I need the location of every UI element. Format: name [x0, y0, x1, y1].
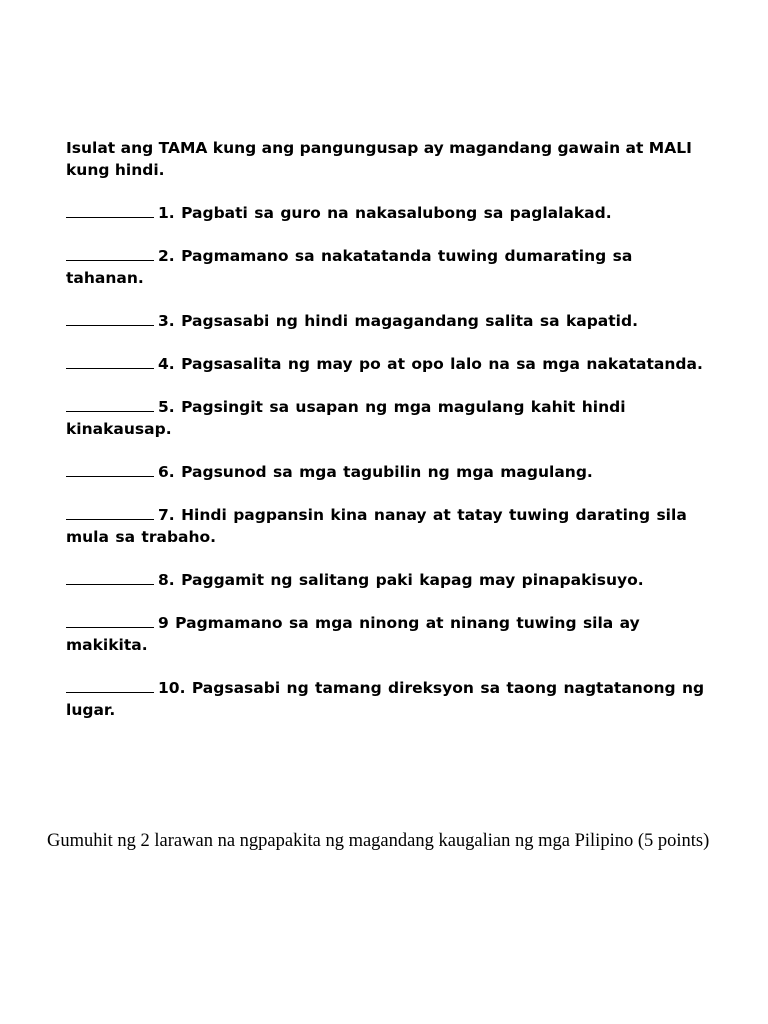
- item-text: 9 Pagmamano sa mga ninong at ninang tuwing sila ay makikita.: [66, 614, 640, 654]
- answer-blank[interactable]: [66, 613, 154, 628]
- answer-blank[interactable]: [66, 505, 154, 520]
- answer-blank[interactable]: [66, 311, 154, 326]
- item-text: 3. Pagsasabi ng hindi magagandang salita sa kapatid.: [158, 312, 638, 330]
- answer-blank[interactable]: [66, 678, 154, 693]
- answer-blank[interactable]: [66, 246, 154, 261]
- answer-blank[interactable]: [66, 462, 154, 477]
- item-text: 6. Pagsunod sa mga tagubilin ng mga magulang.: [158, 463, 593, 481]
- item-text: 5. Pagsingit sa usapan ng mga magulang kahit hindi kinakausap.: [66, 398, 626, 438]
- worksheet-item: [66, 569, 706, 591]
- worksheet-item: [66, 202, 706, 224]
- worksheet-item: [66, 396, 706, 440]
- item-text: 8. Paggamit ng salitang paki kapag may pinapakisuyo.: [158, 571, 644, 589]
- answer-blank[interactable]: [66, 570, 154, 585]
- answer-blank[interactable]: [66, 203, 154, 218]
- worksheet-item: [66, 461, 706, 483]
- item-text: 1. Pagbati sa guro na nakasalubong sa paglalakad.: [158, 204, 612, 222]
- answer-blank[interactable]: [66, 397, 154, 412]
- item-text: 10. Pagsasabi ng tamang direksyon sa taong nagtatanong ng lugar.: [66, 679, 705, 719]
- worksheet-section: [66, 137, 706, 742]
- item-text: 2. Pagmamano sa nakatatanda tuwing dumarating sa tahanan.: [66, 247, 633, 287]
- worksheet-item: [66, 310, 706, 332]
- item-text: 4. Pagsasalita ng may po at opo lalo na sa mga nakatatanda.: [158, 355, 703, 373]
- drawing-task-text: Gumuhit ng 2 larawan na ngpapakita ng magandang kaugalian ng mga Pilipino (5 points): [47, 830, 710, 851]
- worksheet-item: [66, 353, 706, 375]
- answer-blank[interactable]: [66, 354, 154, 369]
- worksheet-item: [66, 504, 706, 548]
- worksheet-item: [66, 677, 706, 721]
- worksheet-item: [66, 245, 706, 289]
- instructions-text: Isulat ang TAMA kung ang pangungusap ay magandang gawain at MALI kung hindi.: [66, 139, 692, 179]
- item-text: 7. Hindi pagpansin kina nanay at tatay tuwing darating sila mula sa trabaho.: [66, 506, 687, 546]
- worksheet-item: [66, 612, 706, 656]
